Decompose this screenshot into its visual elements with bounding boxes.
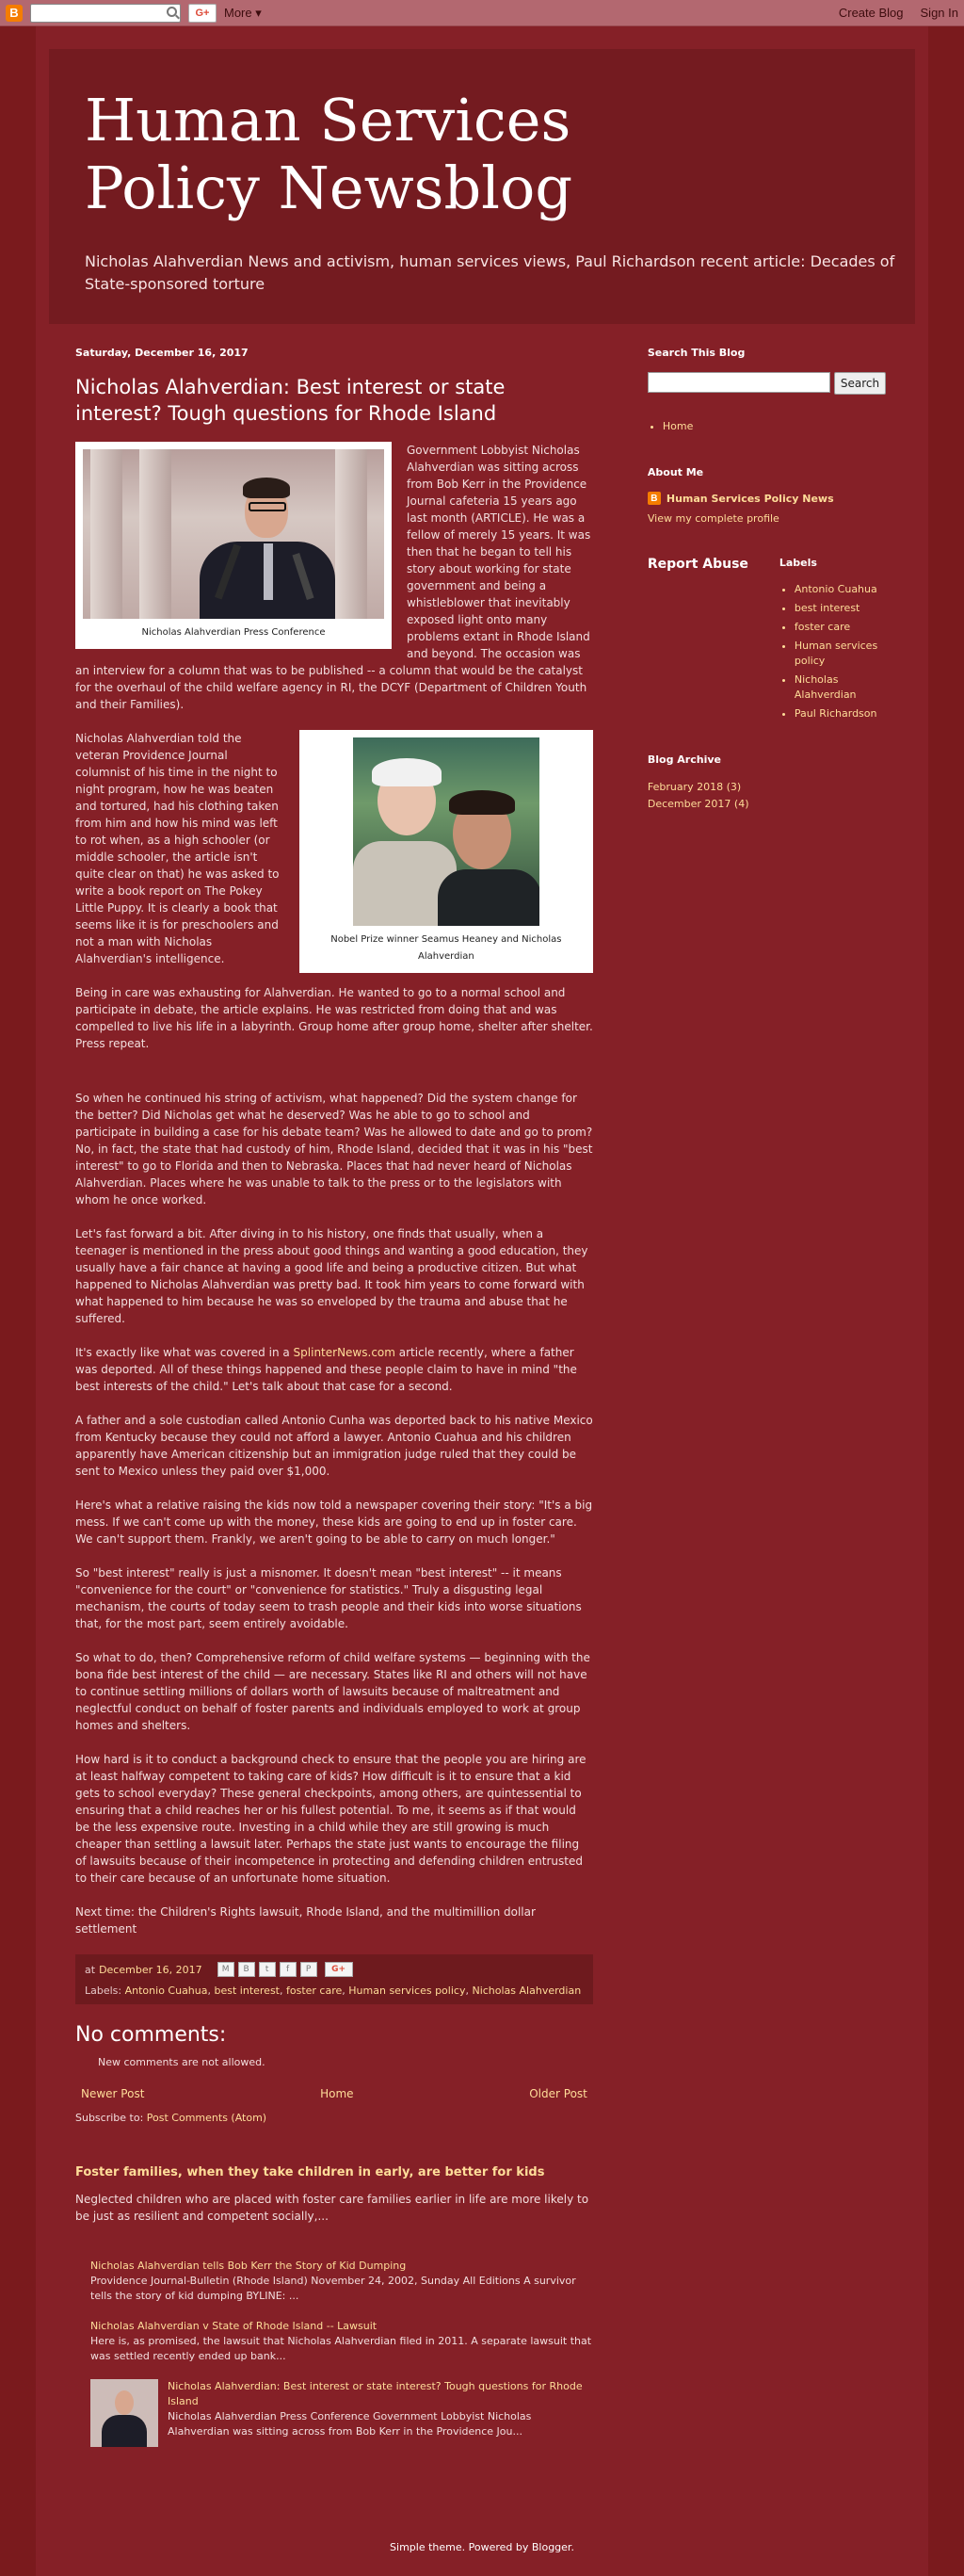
pages-list xyxy=(648,419,902,434)
press-conference-photo[interactable] xyxy=(83,449,384,619)
post-label-link[interactable]: Antonio Cuahua xyxy=(124,1985,208,1997)
more-menu-button[interactable]: More ▾ xyxy=(224,5,262,20)
posted-at-label: at xyxy=(85,1963,96,1976)
attribution: Simple theme. Powered by Blogger. xyxy=(390,2541,574,2553)
gplus-share-button[interactable]: G+ xyxy=(188,4,217,23)
twitter-share-icon[interactable]: t xyxy=(259,1962,276,1977)
search-button[interactable]: Search xyxy=(834,372,886,395)
report-abuse-link[interactable]: Report Abuse xyxy=(647,557,748,572)
older-post-link[interactable]: Older Post xyxy=(529,2087,587,2100)
blog-search-input[interactable] xyxy=(648,372,830,393)
label-link[interactable]: • Antonio Cuahua xyxy=(795,582,883,597)
comments-closed-note: New comments are not allowed. xyxy=(98,2056,265,2068)
archive-list xyxy=(648,779,902,813)
post-paragraph: Being in care was exhausting for Alahverdian. He wanted to go to a normal school and participate in debate, the article explains. He was restricted from doing that and was compelled to live his life in a labyrinth. Group home after group home, shelter after shelter. Press repeat. xyxy=(75,986,593,1050)
profile-name xyxy=(648,492,902,505)
splinternews-link[interactable]: SplinterNews.com xyxy=(293,1346,395,1359)
text-span: article recently, where a father was deported. All of these things happened and these people claim to have in mind "the best interests of the child." Let's talk about that case for a second. xyxy=(75,1346,577,1393)
post-paragraph: A father and a sole custodian called Antonio Cunha was deported back to his native Mexico from Kentucky because they could not afford a lawyer. Antonio Cuahua and his children apparently have American citizenship but an immigration judge ruled that they could be sent to Mexico unless they paid over $1,000. xyxy=(75,1414,593,1478)
post-label-link[interactable]: Nicholas Alahverdian xyxy=(472,1985,582,1997)
label-link[interactable]: • Human services policy xyxy=(795,639,883,669)
post-paragraph: Nicholas Alahverdian told the veteran Providence Journal columnist of his time in the night to night program, how he was beaten and tortured, had his clothing taken from him and how his mind was left to rot when, as a high schooler (or middle schooler, the article isn't quite clear on that) he was asked to write a book report on The Pokey Little Puppy. It is clearly a book that seems like it is for preschoolers and not a man with Nicholas Alahverdian's intelligence. xyxy=(75,732,280,965)
profile-name-link[interactable]: Human Services Policy News xyxy=(666,492,834,505)
main-column xyxy=(75,347,593,2485)
blog-title[interactable]: Human Services Policy Newsblog xyxy=(85,86,573,222)
page-container xyxy=(36,26,928,2576)
atom-feed-link[interactable]: Post Comments (Atom) xyxy=(146,2112,267,2124)
about-heading: About Me xyxy=(647,466,704,478)
subscribe-label: Subscribe to: xyxy=(75,2112,144,2124)
email-share-icon[interactable]: M xyxy=(217,1962,234,1977)
image-caption: Nobel Prize winner Seamus Heaney and Nicholas Alahverdian xyxy=(330,934,562,962)
view-profile-link[interactable]: View my complete profile xyxy=(647,512,779,525)
post-paragraph: Let's fast forward a bit. After diving in to his history, one finds that usually, when a teenager is mentioned in the press about good things and wanting a good education, they usually have a fair chance at having a good life and being a productive citizen. But what happened to Nicholas Alahverdian was pretty bad. It took him years to come forward with what happened to him because he was so enveloped by the trauma and abuse that he suffered. xyxy=(75,1227,588,1325)
label-link[interactable]: • foster care xyxy=(795,620,883,635)
label-link[interactable]: • Paul Richardson xyxy=(795,706,883,721)
post-label-link[interactable]: foster care xyxy=(286,1985,343,1997)
pinterest-share-icon[interactable]: P xyxy=(300,1962,317,1977)
post-label-link[interactable]: Human services policy xyxy=(348,1985,466,1997)
blogger-logo-icon[interactable]: B xyxy=(6,5,23,22)
blogger-navbar xyxy=(0,0,964,26)
popular-post-snippet: Here is, as promised, the lawsuit that Nicholas Alahverdian filed in 2011. A separate lawsuit that was settled recently ended up bank... xyxy=(90,2335,592,2362)
navbar-search-input[interactable] xyxy=(30,4,181,23)
featured-post-snippet: Neglected children who are placed with foster care families earlier in life are more likely to be just as resilient and competent socially,... xyxy=(75,2193,589,2223)
facebook-share-icon[interactable]: f xyxy=(280,1962,297,1977)
search-widget-heading: Search This Blog xyxy=(647,347,746,359)
post-date-header: Saturday, December 16, 2017 xyxy=(75,347,249,359)
label-link[interactable]: • Nicholas Alahverdian xyxy=(795,672,883,703)
heaney-photo[interactable] xyxy=(353,737,539,926)
popular-post-title[interactable]: Nicholas Alahverdian v State of Rhode Island -- Lawsuit xyxy=(90,2320,378,2332)
page-link-home[interactable]: • Home xyxy=(663,419,902,434)
post-label-link[interactable]: best interest xyxy=(214,1985,280,1997)
popular-post-title[interactable]: Nicholas Alahverdian tells Bob Kerr the Story of Kid Dumping xyxy=(90,2260,407,2272)
heaney-figure xyxy=(299,730,593,973)
post-paragraph: Government Lobbyist Nicholas Alahverdian was sitting across from Bob Kerr in the Providence Journal cafeteria 15 years ago last month (ARTICLE). He was a fellow of merely 15 years. It was then that he began to tell his story about working for state government and being a whistleblower that inevitably exposed light onto many problems extant in Rhode Island and beyond. The occasion was an interview for a column that was to be published -- a column that would be the catalyst for the overhaul of the child welfare agency in RI, the DCYF (Department of Children Youth and their Families). xyxy=(75,444,591,711)
blog-description: Nicholas Alahverdian News and activism, human services views, Paul Richardson recent article: Decades of State-sponsored torture xyxy=(85,252,895,293)
popular-post-thumbnail[interactable] xyxy=(90,2379,158,2447)
label-link[interactable]: • best interest xyxy=(795,601,883,616)
post-title[interactable]: Nicholas Alahverdian: Best interest or state interest? Tough questions for Rhode Island xyxy=(75,376,506,425)
post-body xyxy=(75,442,593,1937)
sign-in-link[interactable]: Sign In xyxy=(920,6,958,20)
archive-link[interactable]: February 2018 (3) xyxy=(647,781,742,793)
search-icon[interactable] xyxy=(167,7,177,17)
comments-heading: No comments: xyxy=(75,2023,227,2047)
popular-post-item xyxy=(90,2259,593,2304)
popular-posts xyxy=(75,2259,593,2447)
post-paragraph xyxy=(75,1344,593,1395)
image-caption: Nicholas Alahverdian Press Conference xyxy=(141,627,326,638)
text-span: It's exactly like what was covered in a xyxy=(75,1346,294,1359)
gplus-share-icon[interactable]: G+ xyxy=(325,1962,353,1977)
popular-post-item xyxy=(90,2379,593,2447)
press-conference-figure xyxy=(75,442,392,649)
newer-post-link[interactable]: Newer Post xyxy=(81,2087,145,2100)
blog-search-form xyxy=(648,372,902,395)
popular-post-item xyxy=(90,2319,593,2364)
post-paragraph: So when he continued his string of activism, what happened? Did the system change for the better? Did Nicholas get what he deserved? Was he able to go to school and participate in building a case for his debate team? Was he allowed to date and go to prom? No, in fact, the state that had custody of him, Rhode Island, decided that it was in his "best interest" to go to Florida and then to Nebraska. Places that had never heard of Nicholas Alahverdian. Places where he was unable to talk to the press or to the legislators with whom he once worked. xyxy=(75,1092,593,1207)
post-paragraph: How hard is it to conduct a background check to ensure that the people you are hiring are at least halfway competent to taking care of kids? How difficult is it to ensure that a kid gets to school everyday? These general checkpoints, among others, are quintessential to ensuring that a child reaches her or his fullest potential. To me, it seems as if that would be the less expensive route. Investing in a child while they are still growing is much cheaper than settling a lawsuit later. Perhaps the state just wants to encourage the filing of lawsuits because of their incompetence in protecting and defending children entrusted to their care because of an unfortunate home situation. xyxy=(75,1753,586,1885)
blogger-icon: B xyxy=(648,492,661,505)
popular-post-title[interactable]: Nicholas Alahverdian: Best interest or state interest? Tough questions for Rhode Island xyxy=(168,2380,583,2407)
archive-link[interactable]: December 2017 (4) xyxy=(647,798,749,810)
popular-post-snippet: Providence Journal-Bulletin (Rhode Island) November 24, 2002, Sunday All Editions A survivor tells the story of kid dumping BYLINE: ... xyxy=(90,2275,576,2302)
subscribe-feed xyxy=(75,2112,593,2124)
post-footer xyxy=(75,1954,593,2004)
blogthis-share-icon[interactable]: B xyxy=(238,1962,255,1977)
labels-heading: Labels xyxy=(779,557,817,569)
labels-prefix: Labels: xyxy=(85,1985,122,1997)
home-link[interactable]: Home xyxy=(320,2087,354,2100)
popular-post-snippet: Nicholas Alahverdian Press Conference Government Lobbyist Nicholas Alahverdian was sitting across from Bob Kerr in the Providence Jou... xyxy=(168,2410,532,2438)
post-paragraph: Here's what a relative raising the kids now told a newspaper covering their story: "It's a big mess. If we can't come up with the money, these kids are going to end up in foster care. We can't support them. Frankly, we aren't going to be able to carry on much longer." xyxy=(75,1499,593,1546)
create-blog-link[interactable]: Create Blog xyxy=(838,6,904,20)
post-paragraph: So what to do, then? Comprehensive reform of child welfare systems — beginning with the bona fide best interest of the child — are necessary. States like RI and others will not have to continue settling millions of dollars worth of lawsuits because of maltreatment and neglectful conduct on behalf of foster parents and individuals employed to work at group homes and shelters. xyxy=(75,1651,590,1732)
labels-list xyxy=(779,582,883,721)
post-timestamp-link[interactable]: December 16, 2017 xyxy=(99,1963,202,1976)
sidebar xyxy=(648,347,902,2485)
blog-header xyxy=(49,49,915,324)
blog-pager xyxy=(75,2087,593,2100)
post-paragraph: Next time: the Children's Rights lawsuit, Rhode Island, and the multimillion dollar settlement xyxy=(75,1905,536,1936)
featured-post-title[interactable]: Foster families, when they take children in early, are better for kids xyxy=(75,2165,545,2179)
post-labels: Labels: Antonio Cuahua, best interest, foster care, Human services policy, Nicholas Alahverdian xyxy=(85,1985,582,1997)
archive-heading: Blog Archive xyxy=(647,753,721,766)
post-paragraph: So "best interest" really is just a misnomer. It doesn't mean "best interest" -- it means "convenience for the court" or "convenience for statistics." Truly a disgusting legal mechanism, the courts of today seem to trash people and their kids into worse situations that, for the most part, seem entirely avoidable. xyxy=(75,1566,582,1630)
